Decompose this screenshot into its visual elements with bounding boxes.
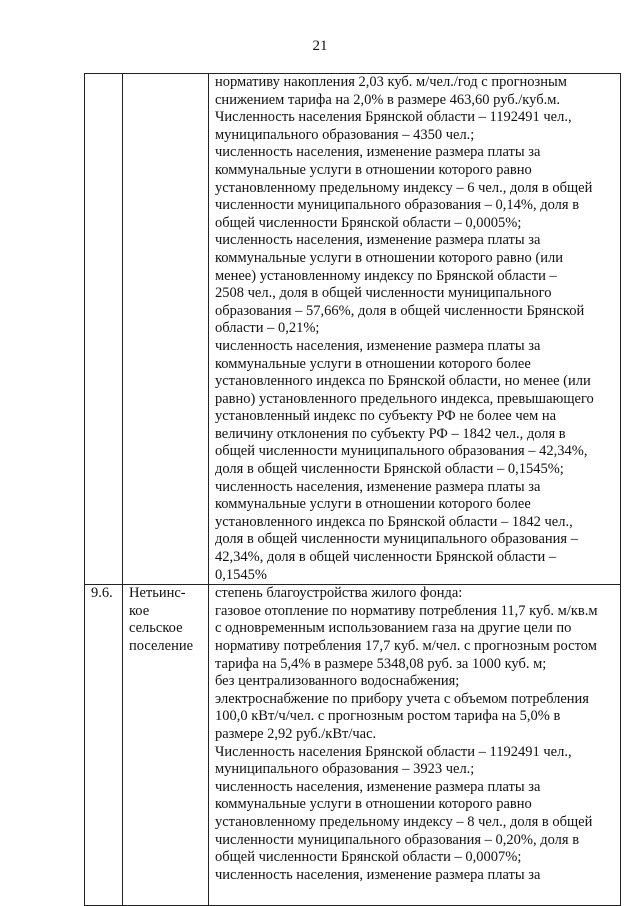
text-line: размере 2,92 руб./кВт/час. — [215, 725, 377, 742]
text-line: установленному предельному индексу – 6 чел., доля в общей — [215, 179, 593, 196]
text-line: величину отклонения по субъекту РФ – 1842 чел., доля в — [215, 425, 566, 442]
text-line: коммунальные услуги в отношении которого равно (или — [215, 249, 563, 266]
text-line: степень благоустройства жилого фонда: — [215, 585, 463, 602]
settlement-name-line: поселение — [129, 638, 194, 654]
settlement-name-line: кое — [129, 602, 150, 619]
text-line: с одновременным использованием газа на другие цели по — [215, 620, 572, 637]
table-row-continued — [85, 74, 621, 585]
text-line: 0,1545% — [215, 566, 267, 583]
text-line: общей численности Брянской области – 0,0007%; — [215, 849, 522, 866]
text-line: коммунальные услуги в отношении которого более — [215, 355, 531, 372]
text-line: Численность населения Брянской области – 1192491 чел., — [215, 109, 572, 126]
text-line: численность населения, изменение размера платы за — [215, 866, 541, 883]
text-line: области – 0,21%; — [215, 320, 320, 337]
text-line: нормативу потребления 17,7 куб. м/чел. с прогнозным ростом — [215, 638, 597, 654]
text-line: численность населения, изменение размера платы за — [215, 144, 541, 161]
text-line: образования – 57,66%, доля в общей численности Брянской — [215, 302, 585, 319]
text-line: численность населения, изменение размера платы за — [215, 232, 541, 249]
text-line: установленному предельному индексу – 8 чел., доля в общей — [215, 813, 593, 830]
text-line: электроснабжение по прибору учета с объемом потребления — [215, 690, 589, 707]
text-line: менее) установленному индексу по Брянской области – — [215, 267, 557, 284]
table-row-9-6 — [85, 585, 621, 906]
settlement-name-line: сельское — [129, 620, 183, 637]
text-line: муниципального образования – 4350 чел.; — [215, 126, 475, 143]
text-line: численность населения, изменение размера платы за — [215, 778, 541, 795]
text-line: снижением тарифа на 2,0% в размере 463,60 руб./куб.м. — [215, 91, 560, 108]
text-line: установленный индекс по субъекту РФ не более чем на — [215, 408, 557, 425]
settlement-name-cell — [123, 74, 209, 585]
text-line: коммунальные услуги в отношении которого равно — [215, 796, 532, 813]
settlement-name-cell — [123, 585, 209, 906]
text-line: численность населения, изменение размера платы за — [215, 337, 541, 354]
text-line: доля в общей численности Брянской области – 0,1545%; — [215, 461, 564, 478]
text-line: установленного индекса по Брянской области, но менее (или — [215, 373, 591, 390]
text-line: коммунальные услуги в отношении которого равно — [215, 161, 532, 178]
text-line: муниципального образования – 3923 чел.; — [215, 761, 475, 778]
text-line: общей численности Брянской области – 0,0005%; — [215, 214, 522, 231]
text-line: коммунальные услуги в отношении которого более — [215, 496, 531, 513]
description-cell — [209, 585, 621, 906]
text-line: 100,0 кВт/ч/чел. с прогнозным ростом тарифа на 5,0% в — [215, 708, 561, 725]
text-line: нормативу накопления 2,03 куб. м/чел./год с прогнозным — [215, 74, 567, 90]
text-line: численности муниципального образования – 0,14%, доля в — [215, 197, 580, 214]
text-line: тарифа на 5,4% в размере 5348,08 руб. за 1000 куб. м; — [215, 655, 547, 672]
text-line: без централизованного водоснабжения; — [215, 673, 460, 690]
text-line: общей численности муниципального образования – 42,34%, — [215, 443, 588, 460]
row-number-cell — [85, 74, 123, 585]
text-line: установленного индекса по Брянской области – 1842 чел., — [215, 513, 573, 530]
text-line: доля в общей численности муниципального образования – — [215, 531, 578, 548]
text-line: равно) установленного предельного индекса, превышающего — [215, 390, 594, 407]
text-line: газовое отопление по нормативу потребления 11,7 куб. м/кв.м — [215, 602, 598, 619]
description-cell — [209, 74, 621, 585]
text-line: численности муниципального образования – 0,20%, доля в — [215, 831, 580, 848]
settlement-name-line: Нетьинс- — [129, 585, 186, 602]
row-number-cell: 9.6. — [85, 585, 123, 906]
document-table — [84, 73, 621, 906]
text-line: 42,34%, доля в общей численности Брянской области – — [215, 549, 557, 566]
text-line: 2508 чел., доля в общей численности муниципального — [215, 285, 552, 302]
text-line: Численность населения Брянской области – 1192491 чел., — [215, 743, 572, 760]
text-line: численность населения, изменение размера платы за — [215, 478, 541, 495]
page-number: 21 — [312, 38, 328, 54]
